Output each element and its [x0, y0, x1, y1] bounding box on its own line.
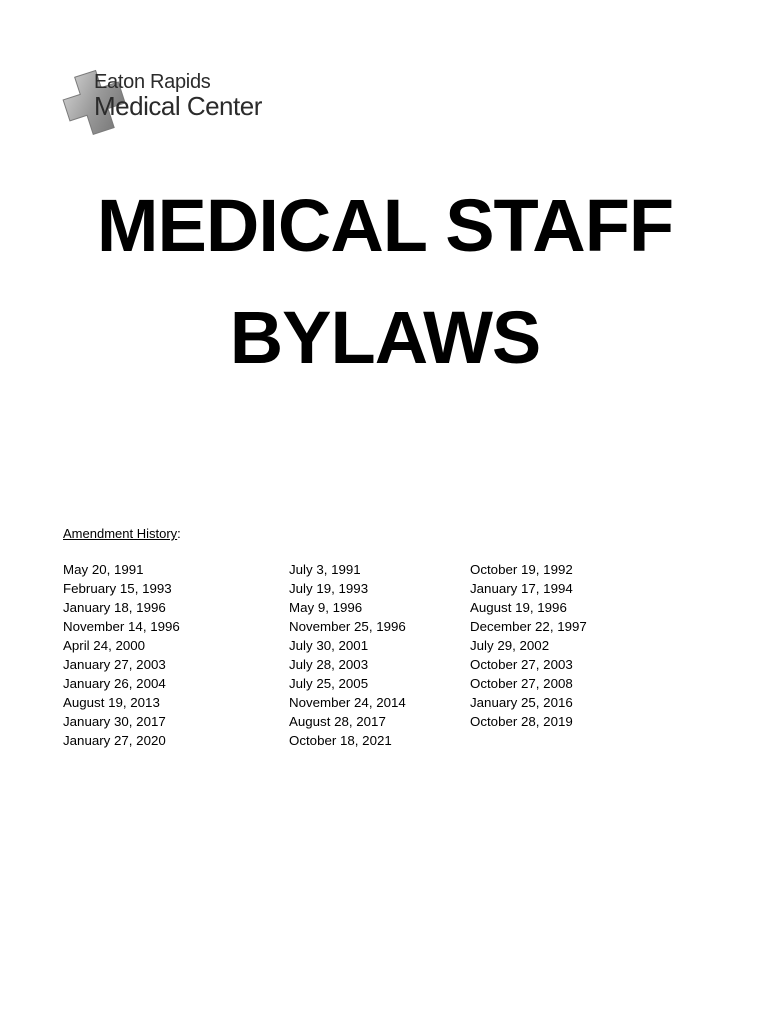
amendment-date: November 24, 2014: [289, 695, 406, 710]
amendment-date: May 20, 1991: [63, 562, 144, 577]
document-title: [0, 170, 770, 394]
title-line-1: MEDICAL STAFF: [96, 184, 674, 267]
amendment-date: July 3, 1991: [289, 562, 361, 577]
amendment-date: January 25, 2016: [470, 695, 573, 710]
amendment-date: July 29, 2002: [470, 638, 550, 653]
amendment-date: January 30, 2017: [63, 714, 166, 729]
logo-text-line2: Medical Center: [94, 91, 262, 121]
amendment-dates-column-1: [63, 560, 180, 750]
amendment-date: May 9, 1996: [289, 600, 363, 615]
amendment-dates-column-2: [289, 560, 406, 750]
amendment-date: January 27, 2020: [63, 733, 166, 748]
amendment-date: August 28, 2017: [289, 714, 386, 729]
amendment-date: April 24, 2000: [63, 638, 146, 653]
amendment-date: October 27, 2003: [470, 657, 573, 672]
amendment-date: July 19, 1993: [289, 581, 369, 596]
amendment-date: August 19, 1996: [470, 600, 567, 615]
amendment-date: November 25, 1996: [289, 619, 406, 634]
amendment-dates-column-3: [470, 560, 587, 731]
amendment-date: November 14, 1996: [63, 619, 180, 634]
logo: [60, 64, 270, 144]
amendment-date: July 30, 2001: [289, 638, 369, 653]
amendment-date: December 22, 1997: [470, 619, 587, 634]
amendment-date: October 27, 2008: [470, 676, 573, 691]
amendment-date: February 15, 1993: [63, 581, 172, 596]
amendment-history-label: [63, 526, 181, 541]
amendment-history-heading: Amendment History: [63, 526, 178, 541]
amendment-date: August 19, 2013: [63, 695, 160, 710]
amendment-date: January 27, 2003: [63, 657, 166, 672]
amendment-date: January 17, 1994: [470, 581, 573, 596]
amendment-date: October 19, 1992: [470, 562, 573, 577]
amendment-date: January 26, 2004: [63, 676, 166, 691]
amendment-date: July 28, 2003: [289, 657, 369, 672]
amendment-date: July 25, 2005: [289, 676, 369, 691]
amendment-date: October 28, 2019: [470, 714, 573, 729]
title-line-2: BYLAWS: [229, 296, 541, 379]
amendment-date: October 18, 2021: [289, 733, 392, 748]
logo-text-line1: Eaton Rapids: [94, 71, 211, 93]
amendment-date: January 18, 1996: [63, 600, 166, 615]
amendment-history-colon: :: [177, 526, 181, 541]
